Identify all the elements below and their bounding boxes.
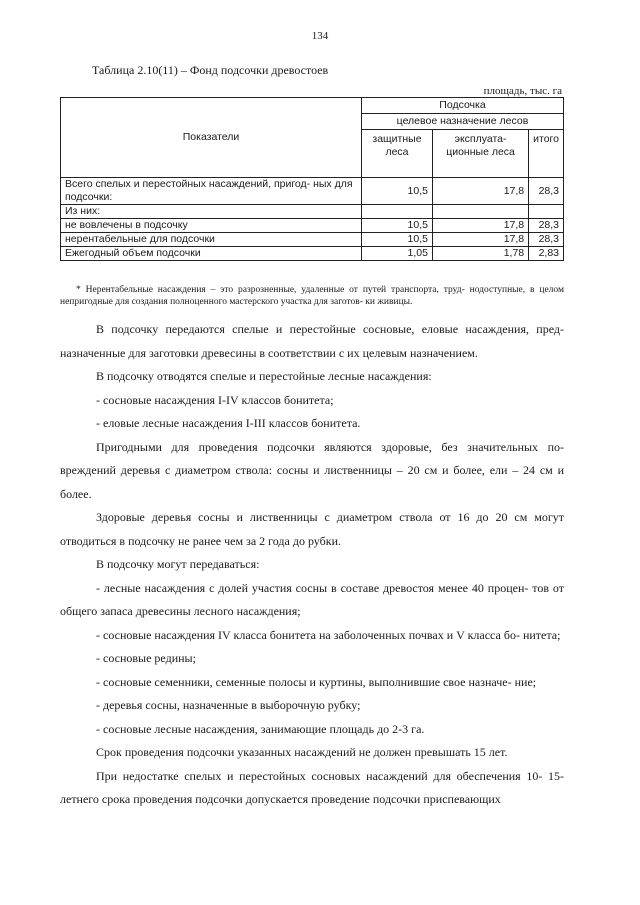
cell-exploitation: 1,78 [432,247,528,261]
table-row [61,205,564,219]
cell-exploitation: 17,8 [432,219,528,233]
cell-exploitation: 17,8 [432,233,528,247]
cell-total [529,205,564,219]
cell-total: 28,3 [529,233,564,247]
header-indicators: Показатели [61,98,362,178]
row-label: Ежегодный объем подсочки [61,247,362,261]
paragraph: Срок проведения подсочки указанных насаждений не должен превышать 15 лет. [96,745,508,759]
data-table [60,97,564,261]
paragraph: В подсочку передаются спелые и перестойные сосновые, еловые насаждения, пред- назначенные для заготовки древесины в соответствии с их целевым назначением. [60,322,564,360]
header-group: Подсочка [362,98,564,114]
table-row [61,233,564,247]
units-label: площадь, тыс. га [483,85,562,97]
paragraph: - лесные насаждения с долей участия сосны в составе древостоя менее 40 процен- тов от общего запаса древесины лесного насаждения; [60,580,564,618]
row-label: нерентабельные для подсочки [61,233,362,247]
header-subgroup: целевое назначение лесов [362,114,564,130]
row-label: Из них: [61,205,362,219]
cell-protective [362,205,433,219]
cell-protective: 1,05 [362,247,433,261]
paragraph: В подсочку отводятся спелые и перестойные лесные насаждения: [96,369,432,383]
cell-total: 2,83 [529,247,564,261]
paragraph: - сосновые редины; [96,651,196,665]
paragraph: - сосновые лесные насаждения, занимающие площадь до 2-3 га. [96,721,425,736]
cell-exploitation: 17,8 [432,178,528,205]
body-text [60,318,564,812]
cell-total: 28,3 [529,178,564,205]
paragraph: - сосновые насаждения IV класса бонитета на заболоченных почвах и V класса бо- нитета; [96,627,561,642]
header-total: итого [529,130,564,178]
paragraph: Пригодными для проведения подсочки являются здоровые, без значительных по- вреждений деревья с диаметром ствола: сосны и лиственницы – 20 см и более, ели – 24 см и более. [60,439,564,501]
table-caption: Таблица 2.10(11) – Фонд подсочки древостоев [92,63,329,77]
paragraph: - еловые лесные насаждения I-III классов бонитета. [96,416,361,430]
header-exploitation: эксплуата- ционные леса [432,130,528,178]
page-number: 134 [311,30,329,42]
paragraph: В подсочку могут передаваться: [96,557,260,571]
paragraph: - сосновые семенники, семенные полосы и куртины, выполнившие свое назначе- ние; [96,674,537,689]
paragraph: При недостатке спелых и перестойных сосновых насаждений для обеспечения 10- 15-летнего срока проведения подсочки допускается проведение подсочки приспевающих [60,768,564,806]
cell-protective: 10,5 [362,233,433,247]
table-row [61,178,564,205]
table-row [61,219,564,233]
row-label: Всего спелых и перестойных насаждений, пригод- ных для подсочки: [61,178,362,205]
row-label: не вовлечены в подсочку [61,219,362,233]
paragraph: - сосновые насаждения I-IV классов бонитета; [96,392,334,407]
table-row [61,247,564,261]
cell-protective: 10,5 [362,178,433,205]
header-protective: защитные леса [362,130,433,178]
cell-exploitation [432,205,528,219]
footnote: * Нерентабельные насаждения – это разрозненные, удаленные от путей транспорта, труд- нодоступные, в целом непригодные для создания полноценного мастерского участка для заготов- ки живицы. [60,285,564,307]
paragraph: - деревья сосны, назначенные в выборочную рубку; [96,698,361,712]
cell-total: 28,3 [529,219,564,233]
paragraph: Здоровые деревья сосны и лиственницы с диаметром ствола от 16 до 20 см могут отводиться в подсочку не ранее чем за 2 года до рубки. [60,510,564,548]
cell-protective: 10,5 [362,219,433,233]
